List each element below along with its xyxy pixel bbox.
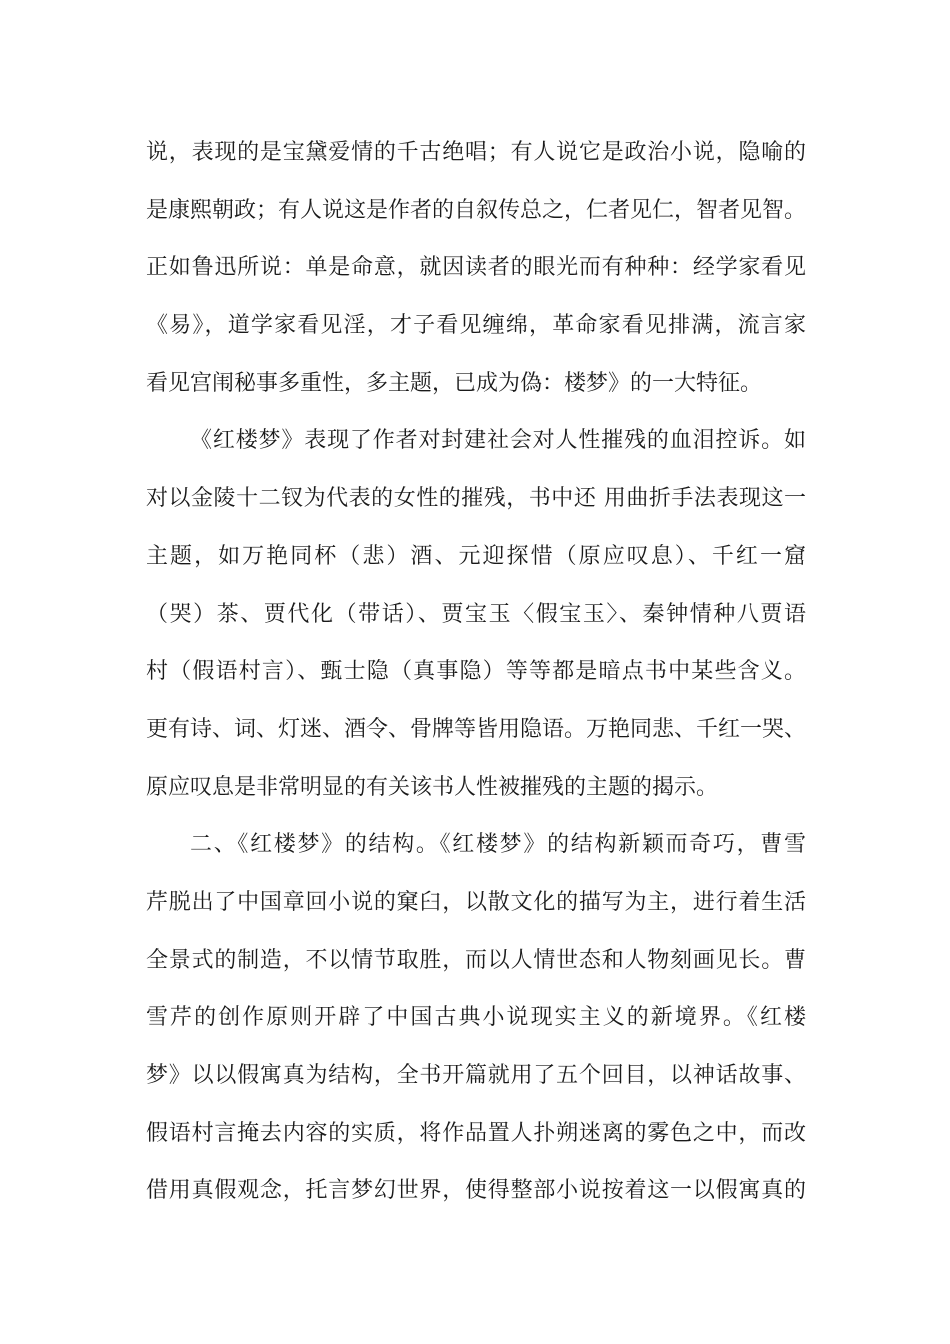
text-line: 是康熙朝政；有人说这是作者的自叙传总之，仁者见仁，智者见智。 (146, 197, 807, 223)
text-line: 对以金陵十二钗为代表的女性的摧残，书中还 用曲折手法表现这一 (146, 486, 806, 512)
text-line: 全景式的制造，不以情节取胜，而以人情世态和人物刻画见长。曹 (146, 947, 806, 973)
text-line: 雪芹的创作原则开辟了中国古典小说现实主义的新境界。《红楼 (146, 1005, 806, 1031)
text-line: 看见宫闱秘事多重性，多主题，已成为偽：楼梦》的一大特征。 (146, 370, 763, 396)
text-line: 主题，如万艳同杯（悲）酒、元迎探惜（原应叹息）、千红一窟 (146, 543, 806, 569)
text-line: 芹脱出了中国章回小说的窠臼，以散文化的描写为主，进行着生活 (146, 889, 806, 915)
text-line: 《易》，道学家看见淫，才子看见缠绵，革命家看见排满，流言家 (146, 313, 806, 339)
text-line: 原应叹息是非常明显的有关该书人性被摧残的主题的揭示。 (146, 774, 719, 800)
text-line: 村（假语村言）、甄士隐（真事隐）等等都是暗点书中某些含义。 (146, 659, 806, 685)
paragraph-start-line: 《红楼梦》表现了作者对封建社会对人性摧残的血泪控诉。如 (190, 428, 806, 454)
text-line: （哭）茶、贾代化（带话）、贾宝玉〈假宝玉〉、秦钟情种八贾语 (146, 601, 806, 627)
text-line: 正如鲁迅所说：单是命意，就因读者的眼光而有种种：经学家看见 (146, 255, 806, 281)
paragraph-start-line: 二、《红楼梦》的结构。《红楼梦》的结构新颖而奇巧，曹雪 (190, 832, 806, 858)
text-line: 梦》以以假寓真为结构，全书开篇就用了五个回目，以神话故事、 (146, 1063, 806, 1088)
text-line: 借用真假观念，托言梦幻世界，使得整部小说按着这一以假寓真的 (146, 1178, 806, 1204)
text-line: 更有诗、词、灯迷、酒令、骨牌等皆用隐语。万艳同悲、千红一哭、 (146, 716, 807, 742)
text-line: 假语村言掩去内容的实质，将作品置人扑朔迷离的雾色之中，而改 (146, 1120, 806, 1146)
text-line: 说，表现的是宝黛爱情的千古绝唱；有人说它是政治小说，隐喻的 (146, 140, 806, 165)
body-text (146, 130, 806, 1226)
